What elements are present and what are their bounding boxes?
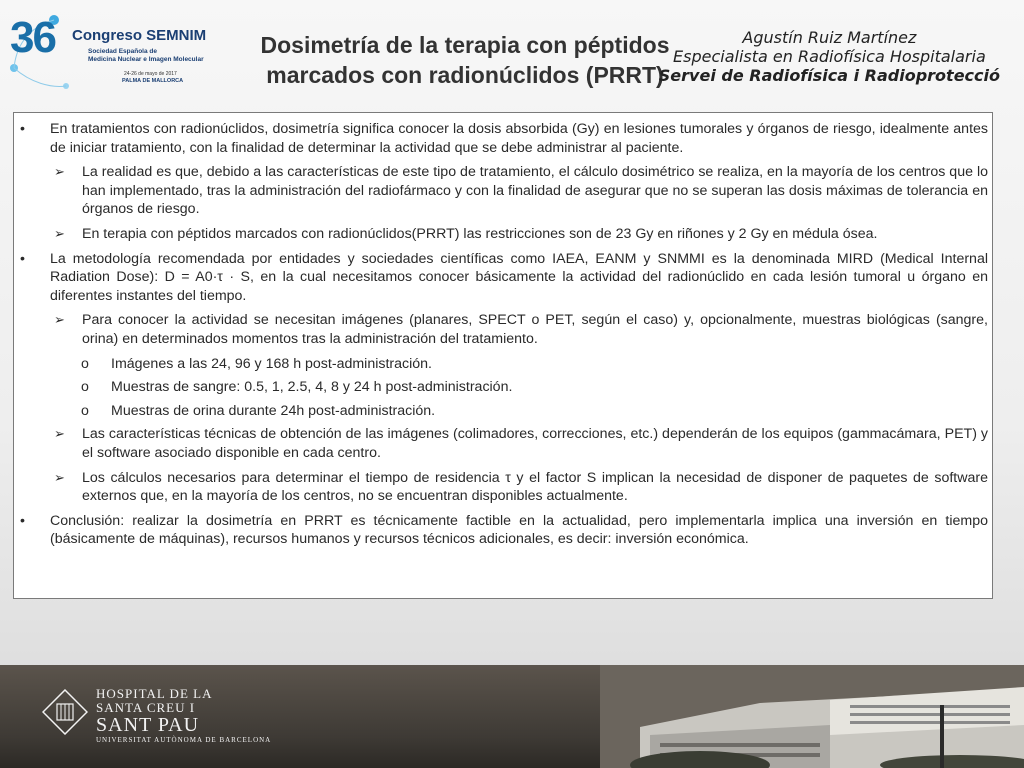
hospital-line-1: HOSPITAL DE LA: [96, 686, 213, 701]
list-item: [18, 250, 988, 306]
hospital-line-4: UNIVERSITAT AUTÒNOMA DE BARCELONA: [96, 736, 272, 744]
bullet-marker: •: [20, 512, 25, 529]
list-item: [18, 469, 988, 506]
hospital-line-3: SANT PAU: [96, 714, 200, 736]
list-item: [18, 512, 988, 549]
content-box: [13, 112, 993, 599]
slide-title: [230, 30, 700, 90]
bullet-marker: •: [20, 121, 25, 137]
congress-logo: [6, 8, 211, 92]
arrow-marker: ➢: [54, 426, 65, 442]
list-item: [18, 378, 988, 397]
list-item: [18, 163, 988, 219]
congress-place: PALMA DE MALLORCA: [122, 78, 184, 84]
arrow-marker: ➢: [54, 164, 65, 180]
author-block: [659, 28, 1000, 85]
list-item-text: Imágenes a las 24, 96 y 168 h post-administración.: [111, 355, 432, 372]
congress-name: Congreso SEMNIM: [72, 27, 207, 44]
bullet-marker: •: [20, 250, 25, 267]
list-item-text: En tratamientos con radionúclidos, dosimetría significa conocer la dosis absorbida (Gy) en lesiones tumorales y órganos de riesgo, idealmente antes de iniciar tratamiento, con la finalidad de determinar la actividad que se debe administrar al paciente.: [50, 121, 988, 156]
arrow-marker: ➢: [54, 469, 65, 485]
circle-marker: o: [81, 355, 89, 372]
hospital-building-illustration: [0, 665, 1024, 768]
list-item-text: Conclusión: realizar la dosimetría en PRRT es técnicamente factible en la actualidad, pero implementarla implica una inversión en tiempo (básicamente de máquinas), recursos humanos y recursos técnicos adicionales, es decir: inversión económica.: [50, 512, 988, 548]
footer-banner: [0, 665, 1024, 768]
list-item: [18, 311, 988, 348]
list-item-text: La metodología recomendada por entidades y sociedades científicas como IAEA, EANM y SNMMI es la denominada MIRD (Medical Internal Radiation Dose): D = A0·τ · S, en la cual necesitamos conocer básicamente la actividad del radionúclido en cada lesión tumoral u órgano en diferentes instantes del tiempo.: [50, 250, 988, 304]
hospital-line-2: SANTA CREU I: [96, 700, 196, 715]
list-item-text: La realidad es que, debido a las características de este tipo de tratamiento, el cálculo dosimétrico se realiza, en la mayoría de los centros que lo han implementado, tras la administración del radiofármaco y con la finalidad de asegurar que no se superan las dosis máximas de tolerancia en órganos de riesgo.: [82, 164, 988, 218]
slide-title-line-2: marcados con radionúclidos (PRRT): [266, 62, 664, 88]
arrow-marker: ➢: [54, 312, 65, 328]
author-role: Especialista en Radiofísica Hospitalaria: [673, 47, 986, 66]
congress-date: 24-26 de mayo de 2017: [124, 71, 177, 77]
congress-number: 36: [10, 13, 55, 62]
list-item-text: Muestras de sangre: 0.5, 1, 2.5, 4, 8 y 24 h post-administración.: [111, 379, 513, 396]
list-item: [18, 425, 988, 462]
list-item: [18, 355, 988, 374]
author-name: Agustín Ruiz Martínez: [742, 28, 917, 47]
slide-title-line-1: Dosimetría de la terapia con péptidos: [260, 32, 670, 58]
circle-marker: o: [81, 402, 89, 419]
society-line-2: Medicina Nuclear e Imagen Molecular: [88, 56, 204, 63]
list-item-text: Muestras de orina durante 24h post-administración.: [111, 402, 436, 419]
list-item-text: Los cálculos necesarios para determinar el tiempo de residencia τ y el factor S implican la necesidad de disponer de paquetes de software externos que, en la mayoría de los centros, no se encuentran disponibles actualmente.: [82, 469, 988, 505]
circle-marker: o: [81, 379, 89, 396]
author-department: Servei de Radiofísica i Radioprotecció: [658, 66, 1000, 85]
arrow-marker: ➢: [54, 225, 65, 241]
list-item-text: Las características técnicas de obtención de las imágenes (colimadores, correcciones, etc.) dependerán de los equipos (gammacámara, PET) y el software asociado disponible en cada centro.: [82, 426, 988, 461]
list-item: [18, 402, 988, 421]
list-item: [18, 120, 988, 157]
list-item: [18, 225, 988, 244]
list-item-text: Para conocer la actividad se necesitan imágenes (planares, SPECT o PET, según el caso) y, opcionalmente, muestras biológicas (sangre, orina) en determinados momentos tras la administración del tratamiento.: [82, 312, 988, 347]
list-item-text: En terapia con péptidos marcados con radionúclidos(PRRT) las restricciones son de 23 Gy en riñones y 2 Gy en médula ósea.: [82, 225, 878, 242]
society-line-1: Sociedad Española de: [88, 48, 157, 55]
